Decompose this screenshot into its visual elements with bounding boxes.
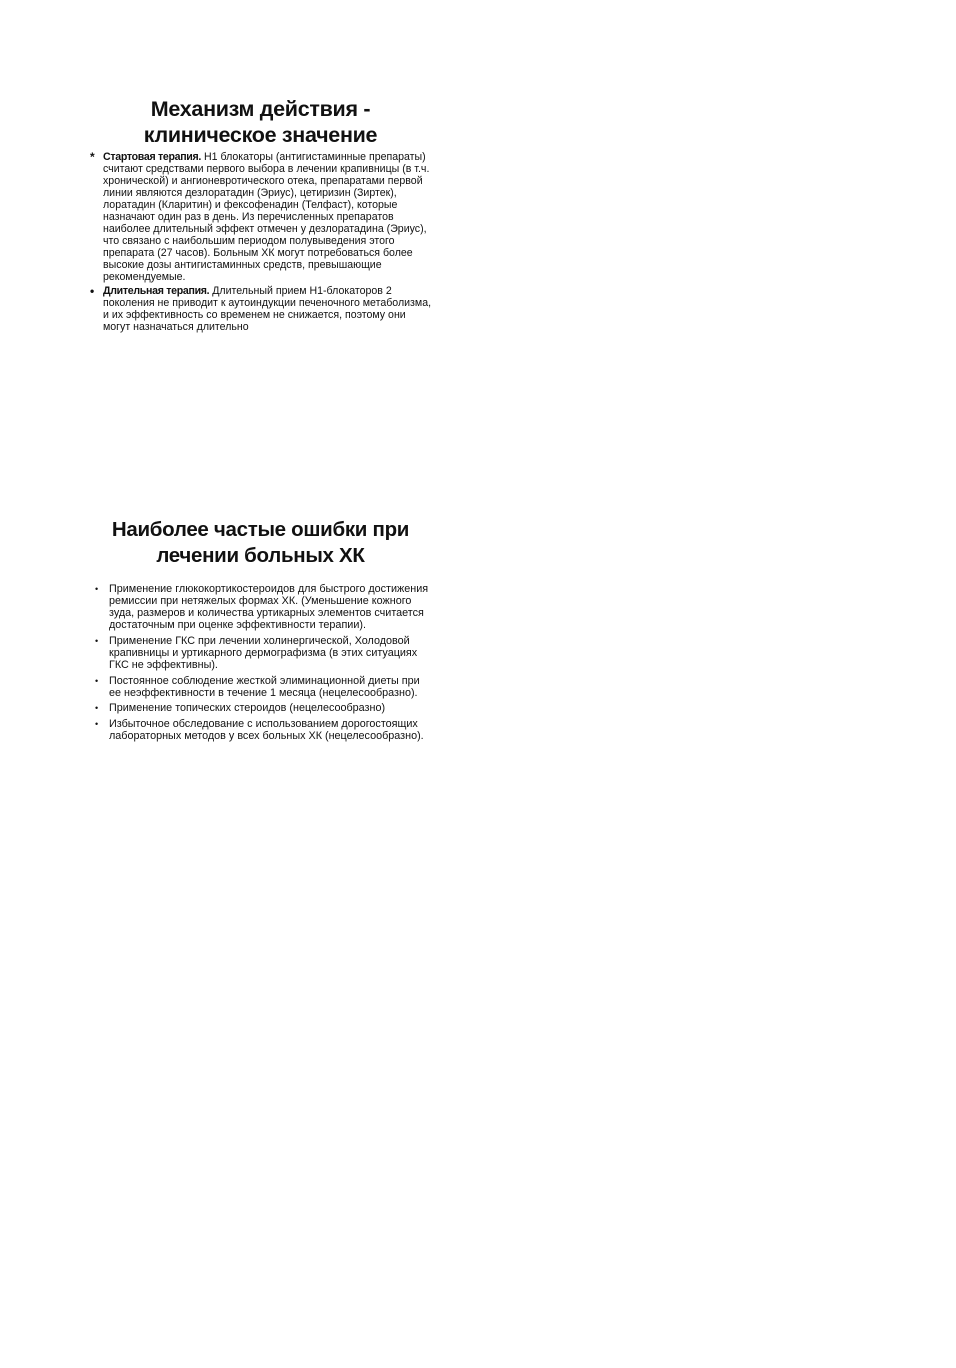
- item-text: Применение ГКС при лечении холинергической, Холодовой крапивницы и уртикарного дермографизма (в этих ситуациях ГКС не эффективны).: [109, 634, 418, 672]
- item-text: Применение глюкокортикостероидов для быстрого достижения ремиссии при нетяжелых формах ХК. (Уменьшение кожного зуда, размеров и количества уртикарных элементов считается достаточным при оценке эффективности терапии).: [109, 583, 429, 632]
- list-item-long-term-therapy: [88, 285, 433, 333]
- slide-title-line-2: клиническое значение: [143, 123, 378, 147]
- slide-title-line-2: лечении больных ХК: [156, 543, 365, 567]
- slide-title: [88, 96, 433, 148]
- bullet-icon: •: [95, 584, 99, 594]
- slide-common-errors: [88, 517, 433, 742]
- list-item: [88, 718, 433, 742]
- slide-title: [88, 517, 433, 568]
- list-item: [88, 583, 433, 631]
- slide-title-line-1: Механизм действия -: [150, 97, 371, 121]
- bullet-icon: •: [90, 284, 95, 298]
- item-text: Длительный прием Н1-блокаторов 2 поколения не приводит к аутоиндукции печеночного метаболизма, и их эффективность со временем не снижается, поэтому они могут назначаться длительно: [103, 285, 432, 333]
- item-text: Избыточное обследование с использованием дорогостоящих лабораторных методов у всех больных ХК (нецелесообразно).: [109, 717, 424, 743]
- slide-mechanism-of-action: [88, 96, 433, 333]
- list-item: [88, 675, 433, 699]
- item-text: Применение топических стероидов (нецелесообразно): [109, 702, 386, 715]
- bullet-icon: •: [95, 635, 99, 646]
- item-text: Н1 блокаторы (антигистаминные препараты) считают средствами первого выбора в лечении крапивницы (в т.ч. хронической) и ангионевротического отека, препаратами первой линии являются дезлоратадин (Эриус), цетиризин (Зиртек), лоратадин (Кларитин) и фексофенадин (Телфаст), которые назначают один раз в день. Из перечисленных препаратов наиболее длительный эффект отмечен у дезлоратадина (Эриус), что связано с наибольшим периодом полувыведения этого препарата (27 часов). Больным ХК могут потребоваться более высокие дозы антигистаминных средств, превышающие рекомендуемые.: [103, 151, 430, 283]
- list-item: [88, 635, 433, 671]
- item-text: Постоянное соблюдение жесткой элиминационной диеты при ее неэффективности в течение 1 месяца (нецелесообразно).: [109, 674, 420, 699]
- item-lead: Стартовая терапия.: [103, 151, 202, 163]
- bullet-icon: •: [95, 718, 99, 729]
- bullet-list: [88, 583, 433, 742]
- bullet-icon: •: [95, 703, 99, 714]
- list-item-starting-therapy: [88, 151, 433, 283]
- list-item: [88, 702, 433, 714]
- asterisk-bullet-icon: *: [90, 150, 95, 164]
- item-lead: Длительная терапия.: [103, 285, 210, 297]
- bullet-list: [88, 151, 433, 333]
- slide-title-line-1: Наиболее частые ошибки при: [111, 518, 410, 541]
- bullet-icon: •: [95, 675, 99, 686]
